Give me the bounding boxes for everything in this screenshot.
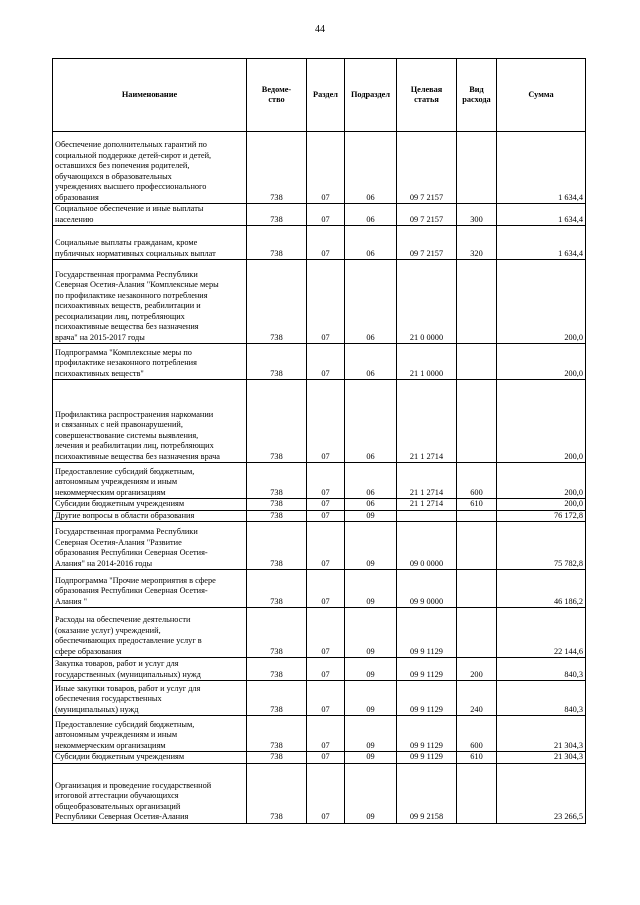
- cell-razdel: 07: [307, 463, 345, 499]
- cell-podrazdel: 06: [345, 380, 397, 463]
- cell-summa: 840,3: [497, 658, 586, 681]
- cell-tselevaya: [397, 510, 457, 522]
- cell-razdel: 07: [307, 132, 345, 204]
- table-row: [53, 752, 586, 764]
- table-row: [53, 204, 586, 226]
- cell-podrazdel: 09: [345, 681, 397, 716]
- table-row: [53, 380, 586, 463]
- cell-tselevaya: 21 0 0000: [397, 260, 457, 344]
- cell-tselevaya: 09 9 0000: [397, 570, 457, 608]
- cell-podrazdel: 09: [345, 510, 397, 522]
- cell-summa: 76 172,8: [497, 510, 586, 522]
- header-vedom: Ведоме- ство: [247, 59, 307, 132]
- cell-razdel: 07: [307, 380, 345, 463]
- cell-podrazdel: 06: [345, 260, 397, 344]
- cell-vid: 320: [457, 226, 497, 260]
- table-row: [53, 658, 586, 681]
- cell-name: Государственная программа Республики Северная Осетия-Алания "Комплексные меры по профилактике незаконного потребления психоактивных веществ, реабилитации и ресоциализации лиц, потребляющих психоактивные вещества без назначения врача" на 2015-2017 годы: [53, 260, 247, 344]
- cell-name: Предоставление субсидий бюджетным, автономным учреждениям и иным некоммерческим организациям: [53, 463, 247, 499]
- cell-vedom: 738: [247, 658, 307, 681]
- cell-vedom: 738: [247, 522, 307, 570]
- cell-summa: 840,3: [497, 681, 586, 716]
- cell-razdel: 07: [307, 226, 345, 260]
- table-row: [53, 344, 586, 380]
- cell-tselevaya: 09 7 2157: [397, 132, 457, 204]
- cell-razdel: 07: [307, 522, 345, 570]
- cell-summa: 1 634,4: [497, 204, 586, 226]
- table-row: [53, 763, 586, 823]
- cell-razdel: 07: [307, 260, 345, 344]
- cell-summa: 200,0: [497, 499, 586, 511]
- cell-vedom: 738: [247, 570, 307, 608]
- cell-tselevaya: 09 9 2158: [397, 763, 457, 823]
- cell-podrazdel: 09: [345, 716, 397, 752]
- header-tselevaya: Целевая статья: [397, 59, 457, 132]
- cell-name: Государственная программа Республики Северная Осетия-Алания "Развитие образования Республики Северная Осетия- Алания" на 2014-2016 годы: [53, 522, 247, 570]
- cell-vedom: 738: [247, 204, 307, 226]
- cell-tselevaya: 09 0 0000: [397, 522, 457, 570]
- cell-name: Обеспечение дополнительных гарантий по социальной поддержке детей-сирот и детей, оставшихся без попечения родителей, обучающихся в образовательных учреждениях высшего профессионального образования: [53, 132, 247, 204]
- cell-razdel: 07: [307, 204, 345, 226]
- cell-summa: 22 144,6: [497, 608, 586, 658]
- cell-podrazdel: 09: [345, 608, 397, 658]
- cell-podrazdel: 09: [345, 522, 397, 570]
- cell-vedom: 738: [247, 260, 307, 344]
- cell-tselevaya: 21 1 2714: [397, 499, 457, 511]
- header-vid: Вид расхода: [457, 59, 497, 132]
- cell-tselevaya: 21 1 0000: [397, 344, 457, 380]
- cell-summa: 200,0: [497, 344, 586, 380]
- cell-tselevaya: 09 9 1129: [397, 681, 457, 716]
- cell-name: Субсидии бюджетным учреждениям: [53, 499, 247, 511]
- cell-vid: [457, 522, 497, 570]
- cell-vid: 300: [457, 204, 497, 226]
- cell-podrazdel: 06: [345, 463, 397, 499]
- cell-podrazdel: 09: [345, 763, 397, 823]
- cell-vedom: 738: [247, 681, 307, 716]
- cell-tselevaya: 09 9 1129: [397, 608, 457, 658]
- cell-vedom: 738: [247, 132, 307, 204]
- cell-vedom: 738: [247, 344, 307, 380]
- cell-podrazdel: 06: [345, 499, 397, 511]
- cell-summa: 46 186,2: [497, 570, 586, 608]
- cell-summa: 21 304,3: [497, 716, 586, 752]
- cell-name: Подпрограмма "Прочие мероприятия в сфере образования Республики Северная Осетия- Алания ": [53, 570, 247, 608]
- cell-razdel: 07: [307, 681, 345, 716]
- cell-tselevaya: 21 1 2714: [397, 463, 457, 499]
- cell-vid: 240: [457, 681, 497, 716]
- cell-vid: 600: [457, 463, 497, 499]
- cell-razdel: 07: [307, 658, 345, 681]
- cell-vedom: 738: [247, 608, 307, 658]
- cell-vid: 200: [457, 658, 497, 681]
- header-summa: Сумма: [497, 59, 586, 132]
- header-razdel: Раздел: [307, 59, 345, 132]
- cell-vedom: 738: [247, 226, 307, 260]
- cell-vid: 600: [457, 716, 497, 752]
- cell-vedom: 738: [247, 763, 307, 823]
- cell-vid: [457, 570, 497, 608]
- cell-podrazdel: 09: [345, 752, 397, 764]
- cell-razdel: 07: [307, 752, 345, 764]
- cell-name: Расходы на обеспечение деятельности (оказание услуг) учреждений, обеспечивающих предоставление услуг в сфере образования: [53, 608, 247, 658]
- table-row: [53, 260, 586, 344]
- cell-razdel: 07: [307, 344, 345, 380]
- cell-name: Организация и проведение государственной итоговой аттестации обучающихся общеобразовательных организаций Республики Северная Осетия-Алания: [53, 763, 247, 823]
- cell-tselevaya: 09 7 2157: [397, 204, 457, 226]
- table-row: [53, 608, 586, 658]
- table-row: [53, 499, 586, 511]
- cell-name: Социальное обеспечение и иные выплаты населению: [53, 204, 247, 226]
- cell-podrazdel: 06: [345, 344, 397, 380]
- page-number: 44: [315, 24, 325, 35]
- cell-summa: 200,0: [497, 260, 586, 344]
- table-header: [53, 59, 586, 132]
- cell-razdel: 07: [307, 763, 345, 823]
- cell-vedom: 738: [247, 463, 307, 499]
- cell-podrazdel: 09: [345, 658, 397, 681]
- table-row: [53, 570, 586, 608]
- cell-summa: 21 304,3: [497, 752, 586, 764]
- cell-tselevaya: 09 9 1129: [397, 716, 457, 752]
- cell-name: Другие вопросы в области образования: [53, 510, 247, 522]
- cell-vid: [457, 344, 497, 380]
- cell-razdel: 07: [307, 510, 345, 522]
- cell-vid: 610: [457, 499, 497, 511]
- cell-name: Субсидии бюджетным учреждениям: [53, 752, 247, 764]
- cell-vedom: 738: [247, 510, 307, 522]
- cell-summa: 1 634,4: [497, 226, 586, 260]
- cell-summa: 75 782,8: [497, 522, 586, 570]
- cell-name: Иные закупки товаров, работ и услуг для обеспечения государственных (муниципальных) нужд: [53, 681, 247, 716]
- cell-tselevaya: 09 9 1129: [397, 752, 457, 764]
- cell-podrazdel: 06: [345, 226, 397, 260]
- cell-summa: 200,0: [497, 380, 586, 463]
- cell-razdel: 07: [307, 499, 345, 511]
- cell-vid: 610: [457, 752, 497, 764]
- header-podrazdel: Подраздел: [345, 59, 397, 132]
- cell-vid: [457, 763, 497, 823]
- table-row: [53, 681, 586, 716]
- budget-table: [52, 58, 586, 824]
- cell-tselevaya: 21 1 2714: [397, 380, 457, 463]
- table-row: [53, 226, 586, 260]
- cell-name: Закупка товаров, работ и услуг для государственных (муниципальных) нужд: [53, 658, 247, 681]
- cell-vid: [457, 608, 497, 658]
- cell-tselevaya: 09 9 1129: [397, 658, 457, 681]
- header-name: Наименование: [53, 59, 247, 132]
- table-row: [53, 463, 586, 499]
- cell-razdel: 07: [307, 608, 345, 658]
- cell-vid: [457, 132, 497, 204]
- cell-podrazdel: 09: [345, 570, 397, 608]
- cell-summa: 23 266,5: [497, 763, 586, 823]
- cell-tselevaya: 09 7 2157: [397, 226, 457, 260]
- cell-vedom: 738: [247, 752, 307, 764]
- cell-podrazdel: 06: [345, 204, 397, 226]
- table-body: [53, 132, 586, 824]
- table-row: [53, 132, 586, 204]
- cell-razdel: 07: [307, 716, 345, 752]
- cell-name: Социальные выплаты гражданам, кроме публичных нормативных социальных выплат: [53, 226, 247, 260]
- cell-summa: 200,0: [497, 463, 586, 499]
- cell-vedom: 738: [247, 499, 307, 511]
- cell-summa: 1 634,4: [497, 132, 586, 204]
- cell-vid: [457, 510, 497, 522]
- cell-name: Подпрограмма "Комплексные меры по профилактике незаконного потребления психоактивных веществ": [53, 344, 247, 380]
- cell-podrazdel: 06: [345, 132, 397, 204]
- table-row: [53, 510, 586, 522]
- table-row: [53, 716, 586, 752]
- cell-vedom: 738: [247, 716, 307, 752]
- cell-name: Профилактика распространения наркомании и связанных с ней правонарушений, совершенствование системы выявления, лечения и реабилитации лиц, потребляющих психоактивные вещества без назначения врача: [53, 380, 247, 463]
- cell-vid: [457, 380, 497, 463]
- table-row: [53, 522, 586, 570]
- cell-name: Предоставление субсидий бюджетным, автономным учреждениям и иным некоммерческим организациям: [53, 716, 247, 752]
- cell-vedom: 738: [247, 380, 307, 463]
- cell-razdel: 07: [307, 570, 345, 608]
- cell-vid: [457, 260, 497, 344]
